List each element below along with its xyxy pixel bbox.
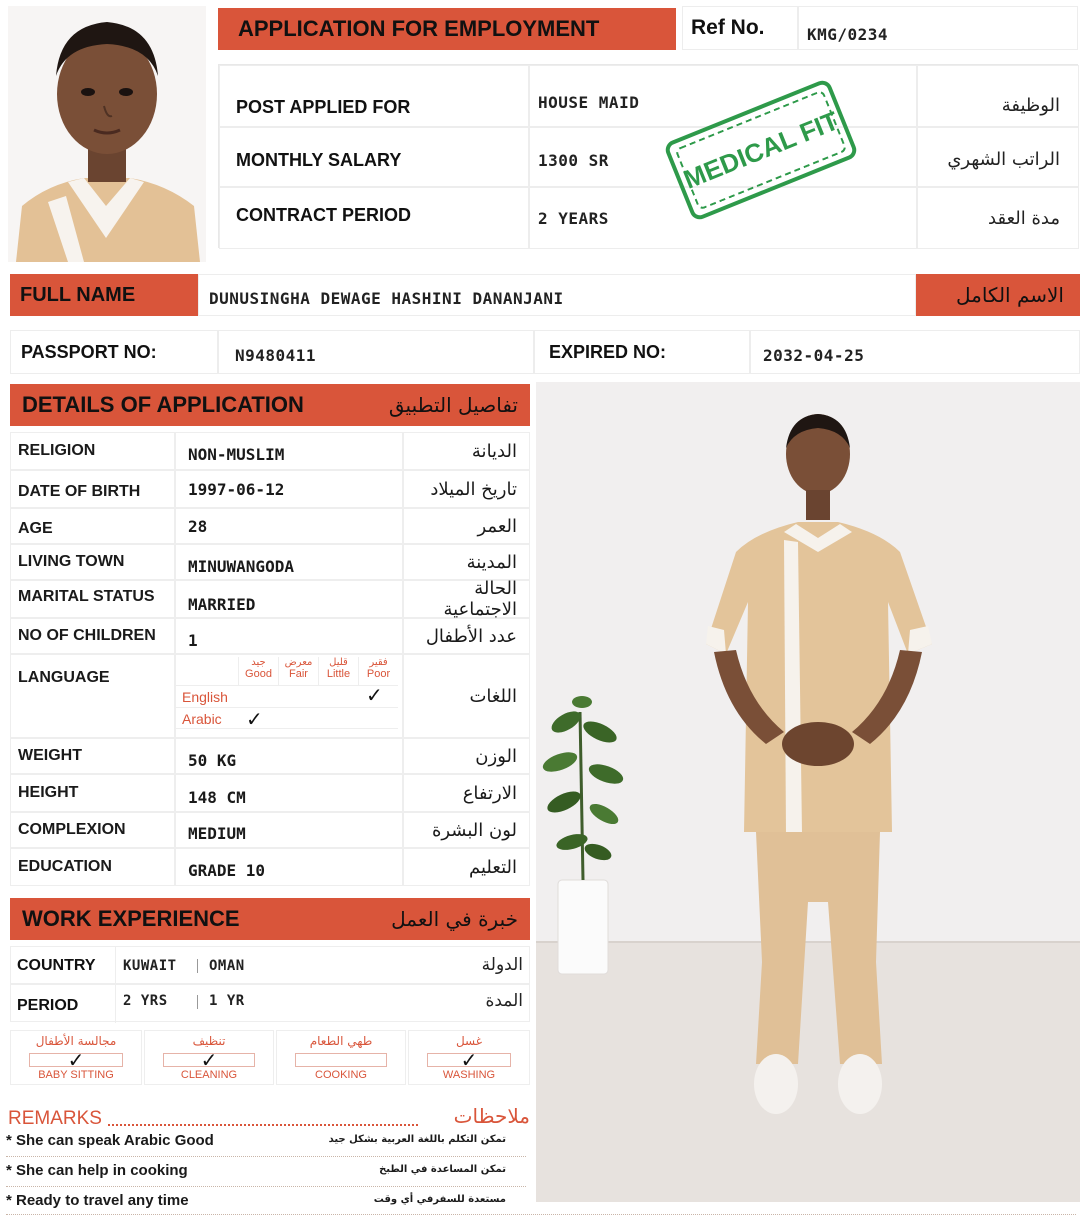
job-label-cell-2	[219, 187, 529, 249]
level-good-en: Good	[245, 668, 272, 680]
detail-row-religion	[10, 432, 530, 470]
education-arabic: التعليم	[403, 848, 530, 886]
skill-cleaning-ar: تنظيف	[192, 1034, 226, 1048]
period-2: 1 YR	[209, 993, 245, 1009]
job-ar-cell-2	[917, 187, 1079, 249]
monthly-salary-label: MONTHLY SALARY	[236, 149, 402, 170]
education-label: EDUCATION	[10, 848, 175, 886]
ref-label: Ref No.	[691, 16, 765, 39]
children-value: 1	[175, 618, 403, 654]
town-value: MINUWANGODA	[175, 544, 403, 580]
remark-divider-1	[6, 1156, 526, 1157]
work-title: WORK EXPERIENCE	[22, 906, 240, 931]
height-label: HEIGHT	[10, 774, 175, 812]
children-arabic: عدد الأطفال	[403, 618, 530, 654]
language-arabic-label: اللغات	[403, 654, 530, 738]
full-name-arabic: الاسم الكامل	[955, 283, 1064, 307]
skill-cleaning	[144, 1030, 274, 1085]
ref-value: KMG/0234	[807, 24, 889, 44]
skill-washing-ar: غسل	[455, 1034, 483, 1048]
ref-label-cell	[682, 6, 798, 50]
religion-arabic: الديانة	[403, 432, 530, 470]
children-label: NO OF CHILDREN	[10, 618, 175, 654]
job-label-cell-1	[219, 127, 529, 187]
work-country-row	[10, 946, 530, 984]
detail-row-age	[10, 508, 530, 544]
skill-cooking-ar: طهي الطعام	[309, 1034, 373, 1048]
expiry-label: EXPIRED NO:	[549, 341, 667, 362]
remark-2-en: * She can help in cooking	[6, 1162, 188, 1179]
height-arabic: الارتفاع	[403, 774, 530, 812]
level-good	[238, 657, 278, 685]
passport-label-cell	[10, 330, 218, 374]
bottom-divider	[6, 1214, 1076, 1215]
marital-arabic: الحالة الاجتماعية	[403, 580, 530, 618]
detail-row-children	[10, 618, 530, 654]
remark-3-en: * Ready to travel any time	[6, 1192, 189, 1209]
remark-2-ar: تمكن المساعدة في الطبخ	[379, 1164, 506, 1175]
level-good-ar: جيد	[251, 657, 266, 668]
expiry-value-cell	[750, 330, 1080, 374]
passport-label: PASSPORT NO:	[21, 341, 157, 362]
language-english: English	[182, 689, 228, 705]
skill-cleaning-en: CLEANING	[180, 1069, 238, 1081]
country-label: COUNTRY	[17, 957, 96, 974]
full-name-value-cell	[198, 274, 916, 316]
title-banner	[218, 8, 676, 50]
full-name-value: DUNUSINGHA DEWAGE HASHINI DANANJANI	[209, 288, 564, 308]
level-little	[318, 657, 358, 685]
level-fair-ar: معرض	[284, 657, 313, 668]
level-little-ar: قليل	[329, 657, 348, 668]
portrait-photo	[8, 6, 206, 262]
dob-arabic: تاريخ الميلاد	[403, 470, 530, 508]
work-header	[10, 898, 530, 940]
level-little-en: Little	[326, 668, 351, 680]
religion-label: RELIGION	[10, 432, 175, 470]
contract-period-label: CONTRACT PERIOD	[236, 204, 411, 225]
period-label: PERIOD	[17, 997, 79, 1014]
language-english-row	[176, 685, 398, 707]
detail-row-town	[10, 544, 530, 580]
detail-row-dob	[10, 470, 530, 508]
level-poor-ar: فقير	[369, 657, 388, 668]
level-fair	[278, 657, 318, 685]
language-grid	[175, 654, 403, 738]
skill-baby-sitting-ar: مجالسة الأطفال	[35, 1034, 117, 1048]
level-fair-en: Fair	[289, 668, 308, 680]
marital-value: MARRIED	[175, 580, 403, 618]
remarks-title: REMARKS	[8, 1108, 102, 1129]
age-arabic: العمر	[403, 508, 530, 544]
expiry-value: 2032-04-25	[763, 345, 865, 365]
detail-row-marital	[10, 580, 530, 618]
page-title: APPLICATION FOR EMPLOYMENT	[238, 16, 600, 41]
portrait-image	[8, 6, 206, 262]
complexion-label: COMPLEXION	[10, 812, 175, 848]
post-applied-value: HOUSE MAID	[538, 92, 640, 112]
language-label: LANGUAGE	[10, 654, 175, 738]
skill-washing	[408, 1030, 530, 1085]
weight-label: WEIGHT	[10, 738, 175, 774]
job-ar-cell-1	[917, 127, 1079, 187]
ref-value-cell	[798, 6, 1078, 50]
remark-item-2	[6, 1158, 526, 1184]
job-ar-cell-0	[917, 65, 1079, 127]
level-poor-en: Poor	[366, 668, 391, 680]
job-label-cell-0	[219, 65, 529, 127]
details-title: DETAILS OF APPLICATION	[22, 392, 304, 417]
education-value: GRADE 10	[175, 848, 403, 886]
remark-item-1	[6, 1128, 526, 1154]
detail-row-weight	[10, 738, 530, 774]
job-value-cell-0	[529, 65, 917, 127]
country-arabic: الدولة	[481, 955, 523, 975]
detail-row-education	[10, 848, 530, 886]
english-poor-check: ✓	[366, 683, 383, 707]
detail-row-language	[10, 654, 530, 738]
detail-row-height	[10, 774, 530, 812]
skill-washing-check: ✓	[460, 1048, 478, 1072]
stamp-text: MEDICAL FIT	[679, 104, 843, 195]
age-value: 28	[175, 508, 403, 544]
age-label: AGE	[10, 508, 175, 544]
post-applied-arabic: الوظيفة	[1001, 94, 1060, 116]
expiry-label-cell	[534, 330, 750, 374]
skill-washing-en: WASHING	[442, 1069, 496, 1081]
remark-item-3	[6, 1188, 526, 1214]
contract-period-value: 2 YEARS	[538, 208, 609, 228]
weight-value: 50 KG	[175, 738, 403, 774]
passport-value-cell	[218, 330, 534, 374]
post-applied-label: POST APPLIED FOR	[236, 96, 411, 117]
skill-baby-sitting-en: BABY SITTING	[38, 1069, 114, 1081]
remark-3-ar: مستعدة للسفرفي أي وقت	[373, 1194, 506, 1205]
skill-cooking	[276, 1030, 406, 1085]
complexion-value: MEDIUM	[175, 812, 403, 848]
language-arabic: Arabic	[182, 711, 222, 727]
arabic-good-check: ✓	[246, 707, 263, 731]
details-title-arabic: تفاصيل التطبيق	[388, 393, 518, 417]
skill-cooking-en: COOKING	[315, 1069, 367, 1081]
remark-1-ar: تمكن التكلم باللغة العربية بشكل جيد	[328, 1134, 506, 1145]
contract-period-arabic: مدة العقد	[988, 207, 1060, 229]
skill-cleaning-check: ✓	[200, 1048, 218, 1072]
country-1: KUWAIT	[123, 958, 177, 974]
details-header	[10, 384, 530, 426]
complexion-arabic: لون البشرة	[403, 812, 530, 848]
religion-value: NON-MUSLIM	[175, 432, 403, 470]
full-name-arabic-cell	[916, 274, 1080, 316]
town-arabic: المدينة	[403, 544, 530, 580]
period-arabic: المدة	[485, 991, 523, 1011]
remarks-title-arabic: ملاحظات	[453, 1104, 530, 1128]
remark-1-en: * She can speak Arabic Good	[6, 1132, 214, 1149]
work-period-row	[10, 984, 530, 1022]
monthly-salary-value: 1300 SR	[538, 150, 609, 170]
passport-value: N9480411	[235, 345, 317, 365]
monthly-salary-arabic: الراتب الشهري	[947, 148, 1060, 170]
skill-baby-sitting-check: ✓	[67, 1048, 85, 1072]
job-table	[218, 64, 1078, 248]
dob-label: DATE OF BIRTH	[10, 470, 175, 508]
detail-row-complexion	[10, 812, 530, 848]
full-body-image	[536, 382, 1080, 1202]
remark-divider-2	[6, 1186, 526, 1187]
town-label: LIVING TOWN	[10, 544, 175, 580]
work-title-arabic: خبرة في العمل	[391, 907, 518, 931]
period-1: 2 YRS	[123, 993, 168, 1009]
country-2: OMAN	[209, 958, 245, 974]
full-name-label-cell	[10, 274, 198, 316]
skill-baby-sitting	[10, 1030, 142, 1085]
full-name-label: FULL NAME	[20, 283, 136, 306]
dob-value: 1997-06-12	[175, 470, 403, 508]
level-poor	[358, 657, 398, 685]
height-value: 148 CM	[175, 774, 403, 812]
full-body-photo	[536, 382, 1080, 1202]
language-arabic-row	[176, 707, 398, 729]
marital-label: MARITAL STATUS	[10, 580, 175, 618]
weight-arabic: الوزن	[403, 738, 530, 774]
